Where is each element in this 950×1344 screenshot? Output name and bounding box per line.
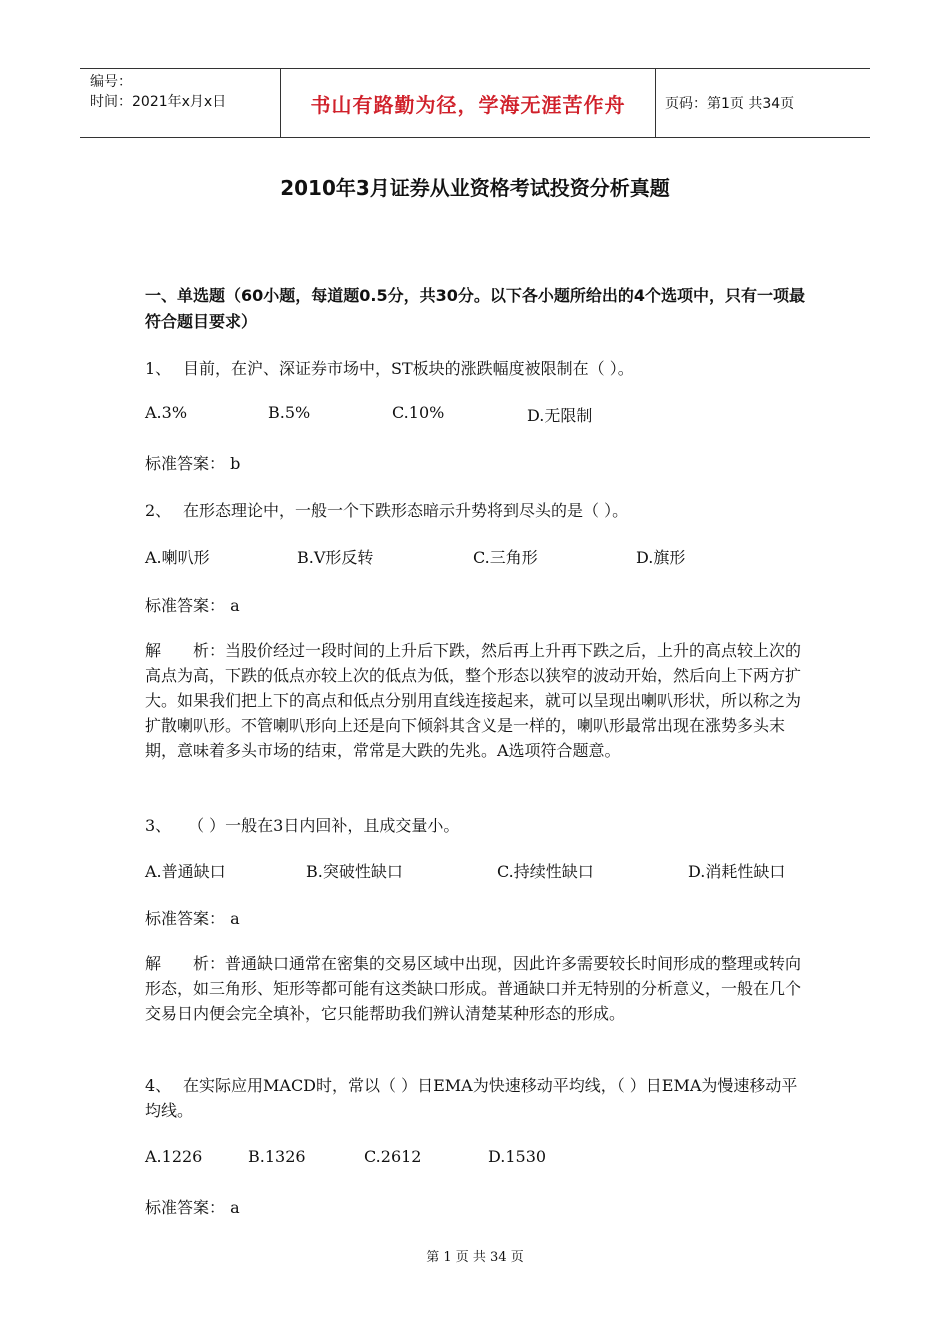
question-number: 2、 xyxy=(145,501,172,520)
question-text: 目前，在沪、深证券市场中，ST板块的涨跌幅度被限制在（ ）。 xyxy=(183,359,634,378)
q3-option-a: A.普通缺口 xyxy=(145,862,226,881)
q3-option-c: C.持续性缺口 xyxy=(497,862,594,881)
q2-option-c: C.三角形 xyxy=(473,548,538,567)
question-3-stem xyxy=(145,813,459,836)
question-number: 1、 xyxy=(145,359,172,378)
q3-analysis: 解 析：普通缺口通常在密集的交易区域中出现，因此许多需要较长时间形成的整理或转向形态，如三角形、矩形等都可能有这类缺口形成。普通缺口并无特别的分析意义，一般在几个交易日内便会完全填补，它只能帮助我们辨认清楚某种形态的形成。 xyxy=(145,954,802,1023)
question-text: 在形态理论中，一般一个下跌形态暗示升势将到尽头的是（ ）。 xyxy=(183,501,629,520)
serial-label: 编号： xyxy=(90,74,132,90)
q2-option-d: D.旗形 xyxy=(636,548,686,567)
q2-option-a: A.喇叭形 xyxy=(145,548,210,567)
section-heading: 一、单选题（60小题，每道题0.5分，共30分。以下各小题所给出的4个选项中，只有一项最符合题目要求） xyxy=(145,286,806,331)
q1-answer: 标准答案： b xyxy=(145,454,241,473)
q1-option-b: B.5% xyxy=(268,403,311,422)
q2-answer: 标准答案： a xyxy=(145,596,240,615)
header-page-info: 页码：第1页 共34页 xyxy=(665,96,795,112)
q4-option-b: B.1326 xyxy=(248,1147,306,1166)
q4-option-d: D.1530 xyxy=(488,1147,547,1166)
page-footer: 第 1 页 共 34 页 xyxy=(426,1250,524,1265)
header-meta xyxy=(80,69,280,137)
question-text: 在实际应用MACD时，常以（ ）日EMA为快速移动平均线，（ ）日EMA为慢速移动平均线。 xyxy=(145,1076,798,1120)
q3-option-b: B.突破性缺口 xyxy=(306,862,403,881)
q2-analysis: 解 析：当股价经过一段时间的上升后下跌，然后再上升再下跌之后，上升的高点较上次的高点为高，下跌的低点亦较上次的低点为低，整个形态以狭窄的波动开始，然后向上下两方扩大。如果我们把上下的高点和低点分别用直线连接起来，就可以呈现出喇叭形状，所以称之为扩散喇叭形。不管喇叭形向上还是向下倾斜其含义是一样的，喇叭形最常出现在涨势多头末期，意味着多头市场的结束，常常是大跌的先兆。A选项符合题意。 xyxy=(145,641,802,760)
q1-option-a: A.3% xyxy=(145,403,188,422)
question-number: 4、 xyxy=(145,1076,172,1095)
q3-answer: 标准答案： a xyxy=(145,909,240,928)
page-header xyxy=(80,68,870,138)
question-2-stem xyxy=(145,498,628,521)
question-number: 3、 xyxy=(145,816,172,835)
question-4-stem xyxy=(145,1073,810,1123)
q1-option-d: D.无限制 xyxy=(527,406,593,425)
header-motto: 书山有路勤为径，学海无涯苦作舟 xyxy=(280,69,656,137)
question-1-stem xyxy=(145,356,634,379)
time-label: 时间：2021年x月x日 xyxy=(90,94,227,110)
q4-option-c: C.2612 xyxy=(364,1147,422,1166)
q1-option-c: C.10% xyxy=(392,403,445,422)
q4-answer: 标准答案： a xyxy=(145,1198,240,1217)
q3-option-d: D.消耗性缺口 xyxy=(688,862,786,881)
q4-option-a: A.1226 xyxy=(145,1147,203,1166)
q2-option-b: B.V形反转 xyxy=(297,548,374,567)
document-title: 2010年3月证券从业资格考试投资分析真题 xyxy=(280,176,670,200)
question-text: （ ）一般在3日内回补，且成交量小。 xyxy=(183,816,460,835)
